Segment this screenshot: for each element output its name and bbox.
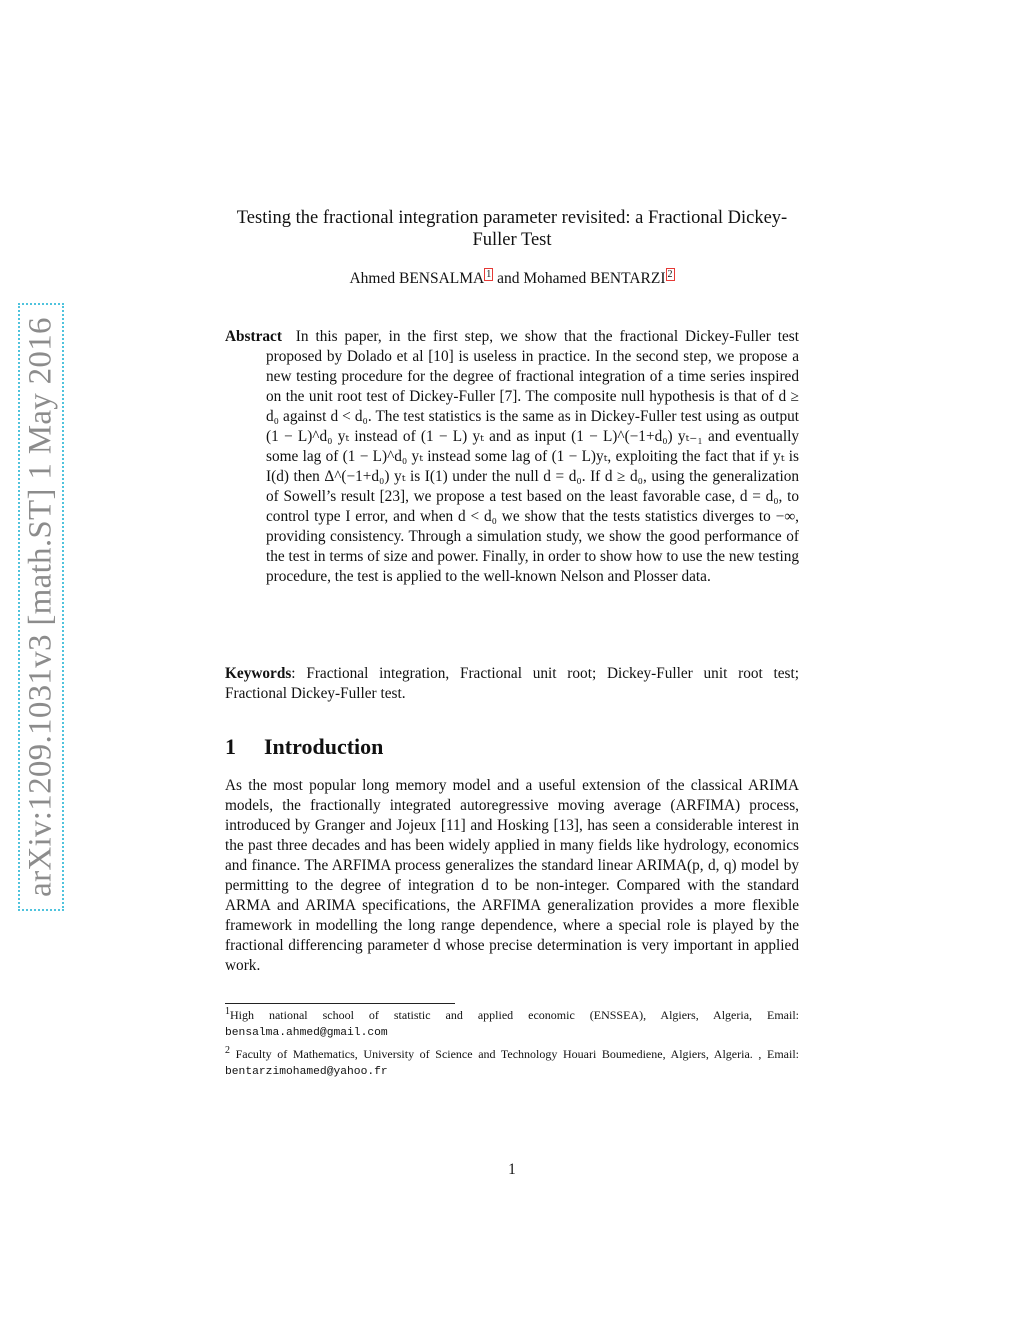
section-number: 1 [225,734,236,759]
footnote-2-text: Faculty of Mathematics, University of Science and Technology Houari Boumediene, Algiers, Algeria. , Email: [230,1047,799,1061]
page-number: 1 [508,1161,516,1178]
abstract-text: In this paper, in the first step, we show that the fractional Dickey-Fuller test proposed by Dolado et al [10] is useless in practice. In the second step, we propose a new testing procedure for the degree of fractional integration of a time series inspired on the unit root test of Dickey-Fuller [7]. The composite null hypothesis is that of d ≥ d₀ against d < d₀. The test statistics is the same as in Dickey-Fuller test using as output (1 − L)^d₀ yₜ instead of (1 − L) yₜ and as input (1 − L)^(−1+d₀) yₜ₋₁ and eventually some lag of (1 − L)^d₀ yₜ instead some lag of (1 − L)yₜ, exploiting the fact that if yₜ is I(d) then Δ^(−1+d₀) yₜ is I(1) under the null d = d₀. If d ≥ d₀, using the generalization of Sowell’s result [23], we propose a test based on the least favorable case, d = d₀, to control type I error, and when d < d₀ we show that the tests statistics diverges to −∞, providing consistency. Through a simulation study, we show the good performance of the test in terms of size and power. Finally, in order to show how to use the new testing procedure, the test is applied to the well-known Nelson and Plosser data. [266,328,799,585]
footnotes [225,1007,799,1080]
footnote-link-2[interactable]: 2 [667,268,673,280]
footnote-rule [225,1003,455,1004]
email-link-1[interactable]: bensalma.ahmed@gmail.com [225,1027,388,1039]
footnote-1-text: High national school of statistic and applied economic (ENSSEA), Algiers, Algeria, Email: [230,1008,799,1022]
email-link-2[interactable]: bentarzimohamed@yahoo.fr [225,1066,388,1078]
footnote-mark-1: 1 [225,1006,230,1017]
keywords [225,664,799,704]
author-line [225,269,799,289]
footnote-2 [225,1046,799,1080]
section-heading [225,733,799,761]
footnote-link-1[interactable]: 1 [486,268,492,280]
arxiv-identifier: arXiv:1209.1031v3 [math.ST] 1 May 2016 [22,317,59,897]
author-joiner: and [493,270,524,287]
keywords-text: : Fractional integration, Fractional unit root; Dickey-Fuller unit root test; Fractional Dickey-Fuller test. [225,665,799,702]
introduction-text: As the most popular long memory model and a useful extension of the classical ARIMA models, the fractionally integrated autoregressive moving average (ARFIMA) process, introduced by Granger and Jojeux [11] and Hosking [13], has seen a considerable interest in the past three decades and has been widely applied in many fields like hydrology, economics and finance. The ARFIMA process generalizes the standard linear ARIMA(p, d, q) model by permitting to the degree of integration d to be non-integer. Compared with the standard ARMA and ARIMA specifications, the ARFIMA generalization provides a more flexible framework in modelling the long range dependence, where a special role is played by the fractional differencing parameter d whose precise determination is very important in applied work. [225,777,799,974]
abstract-label: Abstract [225,328,282,345]
abstract [225,327,799,587]
footnote-mark-2: 2 [225,1045,230,1056]
introduction-paragraph [225,776,799,976]
author-2: Mohamed BENTARZI [523,270,666,287]
section-title: Introduction [264,734,384,759]
author-1: Ahmed BENSALMA [349,270,485,287]
footnote-1 [225,1007,799,1041]
arxiv-stamp [18,303,64,911]
paper-title: Testing the fractional integration parameter revisited: a Fractional Dickey-Fuller Test [236,208,788,250]
keywords-label: Keywords [225,665,292,682]
